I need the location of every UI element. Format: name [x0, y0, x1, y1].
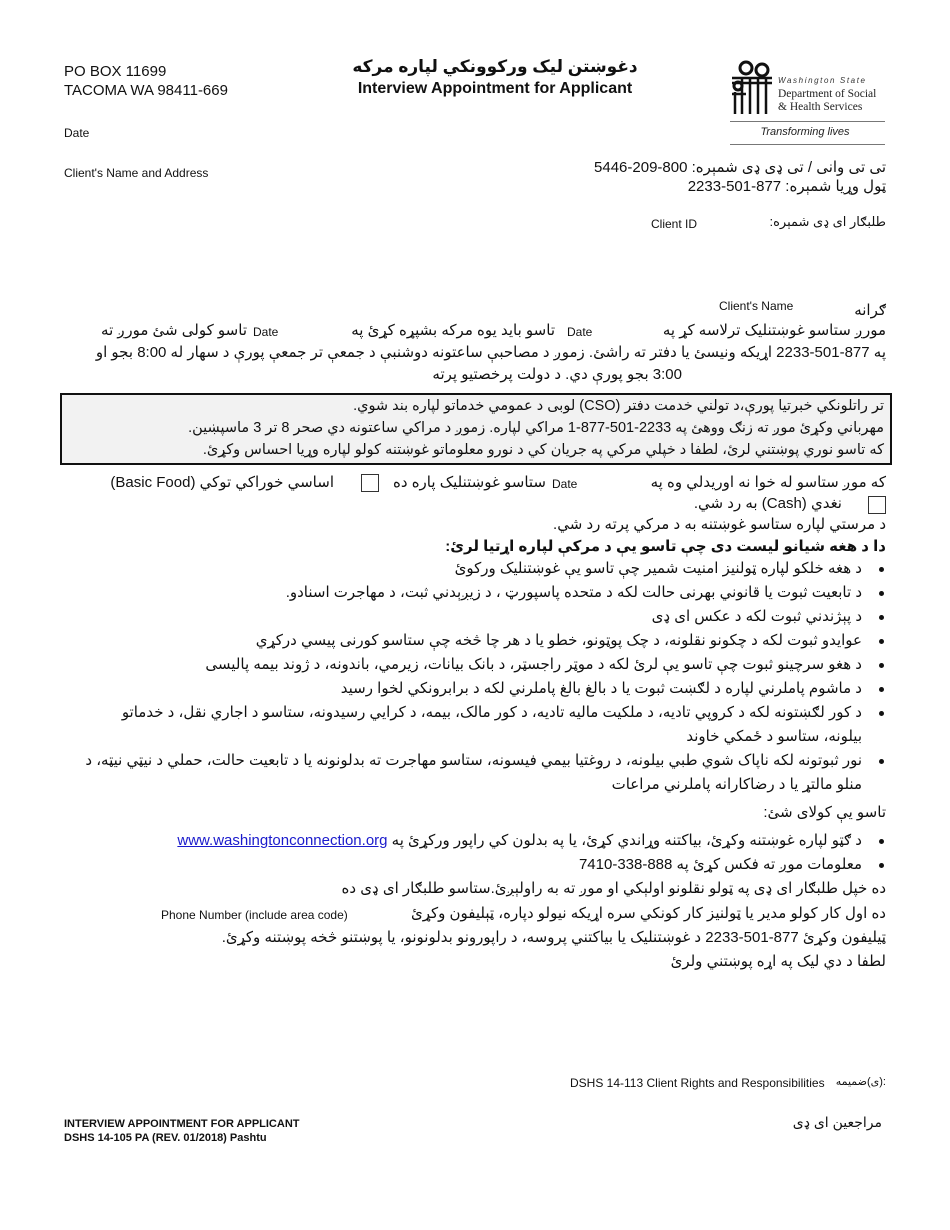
fax-item: معلومات موږ ته فکس کړئ په 888-338-7410 — [578, 856, 862, 873]
checklist-item-ssn: د هغه خلکو لپاره ټولنیز امنیت شمیر چې تاسو یې غوښتنلیک ورکوئ — [454, 560, 862, 577]
checklist-item-citizenship: د تابعیت ثبوت یا قانوني بهرنی حالت لکه د متحده پاسپورټ ، د زیږېدني ثبت، د مهاجرت اسنادو. — [285, 584, 862, 601]
cash-label: نغدي (Cash) به رد شي. — [693, 495, 842, 512]
bullet-icon — [878, 566, 886, 574]
address-line-1: PO BOX 11699 — [64, 63, 167, 80]
appointment-holidays: 3:00 بجو پورې دي. د دولت پرخصتیو پرته — [432, 366, 682, 383]
date-label: Date — [64, 126, 90, 140]
denied-without-interview: د مرستي لپاره ستاسو غوښتنه به د مرکي پرته رد شي. — [553, 516, 886, 533]
closing-caseworker: ده اول کار کولو مدیر یا ټولنیز کار کونکي سره اړیکه نیولو دپاره، ټېلیفون وکړئ — [410, 905, 886, 922]
online-benefits-item — [177, 830, 862, 852]
client-name-address-label: Client's Name and Address — [64, 166, 209, 180]
can-also-heading: تاسو یې کولای شئ: — [763, 804, 886, 821]
checklist-item-other-cont: منلو مالتړ یا د رضاکارانه پاملرني مراعات — [611, 776, 862, 793]
benefits-not-heard: که موږ ستاسو له خوا نه اوریدلي وه په — [650, 474, 886, 491]
phone-number-field: Phone Number (include area code) — [161, 908, 348, 922]
bullet-icon — [878, 758, 886, 766]
checklist-item-other: نور ثبوتونه لکه ناپاک شوي طبي بیلونه، د روغتیا بیمي فیسونه، ستاسو مهاجرت ته بدلونونه یا د تابعیت حالت، حملي د نیټي نیټه، د — [85, 752, 862, 769]
benefits-application-for: ستاسو غوښتنلیک پاره ده — [392, 474, 546, 491]
toll-free-number: ټول وړیا شمېره: 877-501-2233 — [687, 178, 886, 195]
closing-client-id: ده خپل طلبګار ای ډی په ټولو نقلونو اولېکي او موږ ته به راولېږئ.ستاسو طلبګار ای ډی ده — [341, 880, 886, 897]
reviewer-id-label: مراجعین ای ډی — [792, 1114, 882, 1130]
benefits-date-field: Date — [552, 477, 578, 491]
enclosure-label: :(ی)ضمیمه — [835, 1076, 886, 1088]
logo-department: Department of Social & Health Services — [778, 88, 877, 113]
page-title-pashto: دغوښتن لیک ورکوونکي لپاره مرکه — [352, 57, 638, 76]
bullet-icon — [878, 862, 886, 870]
client-id-label-pashto: طلبګار ای ډی شمېره: — [769, 214, 886, 229]
appointment-hours: په 877-501-2233 اړیکه ونیسئ یا دفتر ته راشئ. زموږ د مصاحبې ساعتونه دوشنبې د جمعې تر جمعې پورې د سهار له 8:00 بجو او — [95, 344, 886, 361]
checklist-item-childcare: د ماشوم پاملرني لپاره د لګښت ثبوت یا د بالغ بالغ پاملرني لکه د برابرونکي لخوا رسید — [340, 680, 862, 697]
notice-line-2: مهرباني وکړئ موږ ته زنګ ووهئ په 2233-501-877-1 مراکي لپاره. زموږ د مراکي ساعتونه دي صحر 8 تر 3 ماسپښین. — [188, 420, 884, 436]
family-figures-icon — [730, 60, 774, 116]
closing-call-line: ټیلیفون وکړئ 877-501-2233 د غوښتنلیک یا بیاکتني پروسه، د راپورونو بدلونونو، یا پوښتنو څخه پوښتنه وکړئ. — [221, 929, 886, 946]
appointment-must-complete: تاسو باید یوه مرکه بشپړه کړئ په — [351, 322, 555, 339]
checklist-heading: دا د هغه شیانو لیست دی چې تاسو یې د مرکې لپاره اړتیا لرئ: — [445, 538, 886, 555]
notice-box — [60, 393, 892, 465]
received-date-field: Date — [567, 325, 593, 339]
bullet-icon — [878, 710, 886, 718]
footer-form-title: INTERVIEW APPOINTMENT FOR APPLICANT — [64, 1118, 300, 1130]
checklist-item-identity: د پېژندني ثبوت لکه د عکس ای ډی — [651, 608, 862, 625]
enclosure-text: DSHS 14-113 Client Rights and Responsibilities — [570, 1076, 825, 1090]
bullet-icon — [878, 838, 886, 846]
bullet-icon — [878, 614, 886, 622]
appointment-contact-us: تاسو کولی شئ مورږ ته — [101, 322, 247, 339]
bullet-icon — [878, 638, 886, 646]
basic-food-label: اساسي خوراکي توکي (Basic Food) — [110, 474, 334, 491]
bullet-icon — [878, 590, 886, 598]
logo-state: Washington State — [778, 76, 867, 85]
logo-tagline: Transforming lives — [760, 126, 850, 138]
notice-line-1: تر راتلونکي خبرتیا پورې،د تولني خدمت دفتر (CSO) لوبی د عمومي خدماتو لپاره بند شوي. — [353, 398, 884, 414]
checklist-item-housing-cont: بیلونه، ستاسو د ځمکي خاوند — [686, 728, 862, 745]
checklist-item-housing: د کور لګښتونه لکه د کروپي تادیه، د ملکیت مالیه تادیه، د کور مالک، بیمه، د کرایي رسیدونه، ستاسو د اجاري نقل، د خدماتو — [121, 704, 862, 721]
greeting-dear: ګرانه — [854, 302, 886, 319]
return-address — [64, 62, 228, 100]
logo-divider-top — [730, 121, 885, 122]
basic-food-checkbox[interactable] — [361, 474, 379, 492]
washington-connection-link[interactable]: www.washingtonconnection.org — [177, 832, 388, 849]
checklist-item-income: عوایدو ثبوت لکه د چکونو نقلونه، د چک پوټونو، خطو یا د هر چا څخه چې ستاسو کورنی پیسي درکړي — [255, 632, 862, 649]
dshs-logo — [730, 60, 885, 145]
online-benefits-text: د ګټو لپاره غوښتنه وکړئ، بیاکتنه وړاندي کړئ، یا په بدلون کي راپور ورکړئ په — [391, 832, 862, 849]
notice-line-3: که تاسو نوري پوښتني لرئ، لطفا د خپلي مرکي په جریان کي د نورو معلوماتو غوښتنه کولو لپاره وړیا احساس وکړئ. — [202, 442, 884, 458]
bullet-icon — [878, 686, 886, 694]
client-name-label: Client's Name — [719, 299, 794, 313]
logo-divider-bottom — [730, 144, 885, 145]
bullet-icon — [878, 662, 886, 670]
cash-checkbox[interactable] — [868, 496, 886, 514]
appointment-date-field: Date — [253, 325, 279, 339]
appointment-received: مورږ ستاسو غوښتنلیک ترلاسه کړ په — [662, 322, 886, 339]
page-title: Interview Appointment for Applicant — [357, 80, 633, 97]
checklist-item-resources: د هغو سرچینو ثبوت چې تاسو یې لرئ لکه د موټر راجسټر، د بانک بیانات، زیرمي، باندونه، د ژوند بیمه پالیسی — [205, 656, 862, 673]
client-id-label: Client ID — [651, 217, 698, 231]
footer-form-number: DSHS 14-105 PA (REV. 01/2018) Pashtu — [64, 1132, 267, 1144]
address-line-2: TACOMA WA 98411-669 — [64, 82, 228, 99]
tty-number: تی تی وانی / تی ډی ډی شمېره: 800-209-5446 — [594, 159, 886, 176]
closing-questions: لطفا د دي لیک په اړه پوښتني ولرئ — [670, 953, 886, 970]
